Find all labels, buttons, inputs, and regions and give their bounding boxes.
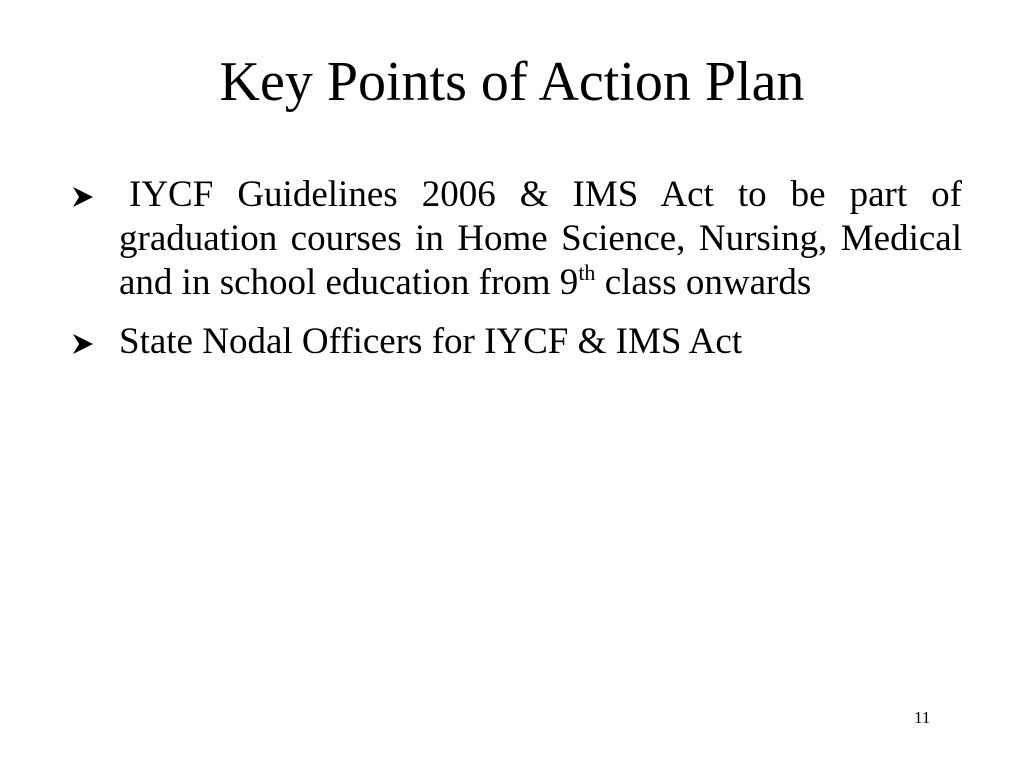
bullet-text-continued: class onwards xyxy=(595,262,812,303)
ordinal-superscript: th xyxy=(578,260,596,285)
arrowhead-bullet-icon xyxy=(72,333,94,355)
bullet-list xyxy=(72,173,962,364)
bullet-text: IYCF Guidelines 2006 & IMS Act to be part of graduation courses in Home Science, Nursing, Medical and in school education from 9 xyxy=(119,174,962,303)
bullet-text: State Nodal Officers for IYCF & IMS Act xyxy=(119,321,743,362)
slide-title: Key Points of Action Plan xyxy=(219,51,805,113)
bullet-item xyxy=(72,173,962,305)
arrowhead-bullet-icon xyxy=(72,186,94,208)
bullet-item xyxy=(72,320,962,364)
page-number: 11 xyxy=(914,708,931,727)
